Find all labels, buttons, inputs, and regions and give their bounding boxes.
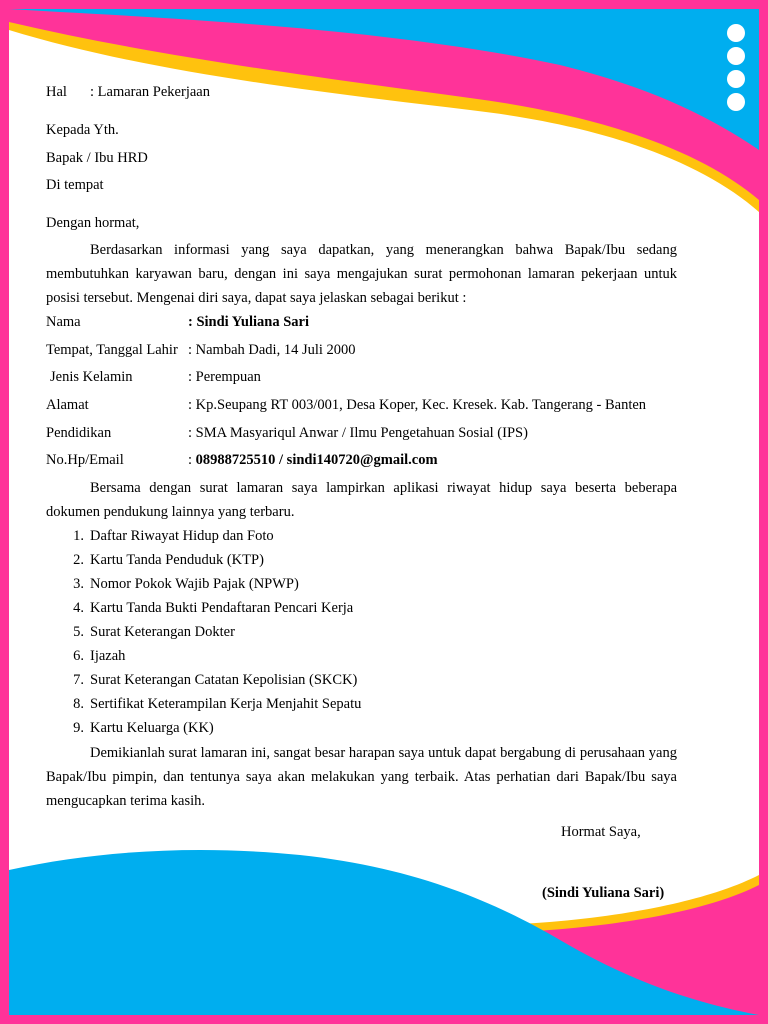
recipient-greeting: Kepada Yth.	[46, 122, 119, 138]
list-item	[64, 624, 235, 641]
list-number: 1.	[73, 528, 84, 544]
contact-phone-email: 08988725510 / sindi140720@gmail.com	[195, 452, 438, 468]
list-text: Kartu Tanda Bukti Pendaftaran Pencari Kerja	[90, 600, 354, 616]
field-label-birth: Tempat, Tanggal Lahir	[46, 342, 178, 358]
contact-colon: :	[188, 452, 196, 468]
field-label-name: Nama	[46, 314, 81, 330]
field-label-address: Alamat	[46, 397, 89, 413]
list-number: 6.	[73, 648, 84, 664]
field-value-name: : Sindi Yuliana Sari	[188, 314, 310, 330]
closing-phrase: Hormat Saya,	[561, 824, 641, 840]
field-label-education: Pendidikan	[46, 425, 112, 441]
list-number: 7.	[73, 672, 84, 688]
field-value-birth: : Nambah Dadi, 14 Juli 2000	[188, 342, 356, 358]
list-text: Nomor Pokok Wajib Pajak (NPWP)	[90, 576, 299, 592]
list-text: Ijazah	[90, 648, 126, 664]
list-number: 8.	[73, 696, 84, 712]
list-item	[64, 696, 361, 713]
field-label-gender: Jenis Kelamin	[50, 369, 133, 385]
list-text: Daftar Riwayat Hidup dan Foto	[90, 528, 274, 544]
field-value-gender: : Perempuan	[188, 369, 261, 385]
list-number: 3.	[73, 576, 84, 592]
list-text: Sertifikat Keterampilan Kerja Menjahit Sepatu	[90, 696, 362, 712]
list-item	[64, 552, 264, 569]
subject-value: : Lamaran Pekerjaan	[90, 84, 210, 100]
dot-icon	[727, 93, 745, 111]
recipient-name: Bapak / Ibu HRD	[46, 150, 148, 166]
list-item	[64, 528, 274, 545]
list-text: Kartu Tanda Penduduk (KTP)	[90, 552, 264, 568]
field-value-address: : Kp.Seupang RT 003/001, Desa Koper, Kec. Kresek. Kab. Tangerang - Banten	[188, 397, 647, 413]
dot-icon	[727, 24, 745, 42]
list-number: 5.	[73, 624, 84, 640]
dot-icon	[727, 70, 745, 88]
salutation: Dengan hormat,	[46, 215, 140, 231]
list-text: Surat Keterangan Dokter	[90, 624, 235, 640]
list-item	[64, 672, 357, 689]
list-item	[64, 648, 125, 665]
signature-name: (Sindi Yuliana Sari)	[542, 885, 665, 901]
list-text: Surat Keterangan Catatan Kepolisian (SKCK)	[90, 672, 358, 688]
list-item	[64, 600, 353, 617]
paragraph-attachments: Bersama dengan surat lamaran saya lampirkan aplikasi riwayat hidup saya beserta beberapa dokumen pendukung lainnya yang terbaru.	[46, 480, 677, 520]
field-value-contact	[188, 452, 438, 469]
list-number: 9.	[73, 720, 84, 736]
recipient-place: Di tempat	[46, 177, 104, 193]
list-number: 4.	[73, 600, 84, 616]
paragraph-intro: Berdasarkan informasi yang saya dapatkan, yang menerangkan bahwa Bapak/Ibu sedang membutuhkan karyawan baru, dengan ini saya mengajukan surat permohonan lamaran pekerjaan untuk posisi tersebut. Mengenai diri saya, dapat saya jelaskan sebagai berikut :	[46, 242, 677, 306]
list-item	[64, 576, 299, 593]
list-item	[64, 720, 214, 737]
field-label-contact: No.Hp/Email	[46, 452, 124, 468]
dot-icon	[727, 47, 745, 65]
list-text: Kartu Keluarga (KK)	[90, 720, 214, 736]
list-number: 2.	[73, 552, 84, 568]
paragraph-closing: Demikianlah surat lamaran ini, sangat besar harapan saya untuk dapat bergabung di perusahaan yang Bapak/Ibu pimpin, dan tentunya saya akan melakukan yang terbaik. Atas perhatian dari Bapak/Ibu saya mengucapkan terima kasih.	[46, 745, 677, 809]
field-value-education: : SMA Masyariqul Anwar / Ilmu Pengetahuan Sosial (IPS)	[188, 425, 528, 441]
subject-label: Hal	[46, 84, 67, 100]
